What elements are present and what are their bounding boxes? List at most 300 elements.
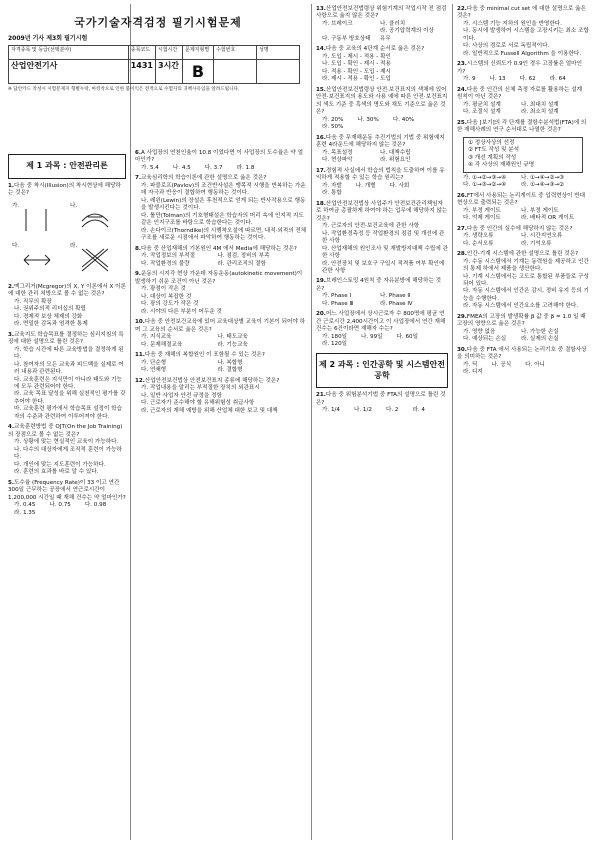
answer-option[interactable]: 라. 50% <box>322 124 344 131</box>
answer-option[interactable]: 라. 120일 <box>322 341 348 348</box>
illusion-drawing <box>20 205 54 235</box>
answer-option[interactable]: 나. 13 <box>489 76 506 83</box>
answer-options <box>316 54 448 84</box>
answer-option[interactable]: 나. 권위주의적 리더십의 확립 <box>14 306 86 313</box>
question-text: 산업안전보건법령상 위험기계의 작업시작 전 점검사항으로 옳지 않은 것은? <box>316 6 447 20</box>
answer-option[interactable]: 다. 3.7 <box>204 164 223 171</box>
answer-option[interactable]: 나. 99일 <box>361 333 383 340</box>
question-number: 25. <box>457 119 467 126</box>
subject-code: 1431 <box>128 59 155 83</box>
question-number: 9. <box>135 271 142 278</box>
answer-option[interactable]: 가. 근로자의 안전·보건교육에 관한 사항 <box>322 223 420 230</box>
answer-options <box>457 21 589 58</box>
answer-option[interactable]: 다. 근로자가 준수해야 할 유해위험성 취급사항 <box>141 400 255 407</box>
answer-option[interactable]: 라. 4 <box>412 407 425 414</box>
answer-option[interactable]: 나. ①→④→②→③ <box>520 174 565 181</box>
answer-option[interactable]: 나. 대상이 복잡한 것 <box>141 293 192 300</box>
question-number: 26. <box>457 192 467 199</box>
question-stem <box>316 46 448 53</box>
question-stem <box>135 352 307 359</box>
answer-option[interactable]: 가. 생략오류 <box>463 233 494 240</box>
column-1 <box>8 150 126 520</box>
question <box>457 251 589 311</box>
answer-option[interactable]: 가. 학습 시간에 따른 교육방법을 결정하게 된다. <box>14 346 124 361</box>
question-number: 7. <box>135 175 142 182</box>
question <box>135 319 307 349</box>
question-number: 10. <box>135 319 145 326</box>
question-text: 산업안전보건법상 사업주가 안전보건관리책임자로 하여금 총괄하게 하여야 하는 업무에 해당하지 않는 것은? <box>316 200 448 222</box>
question-stem <box>316 201 448 223</box>
type-label: 문제지형별 <box>183 45 214 59</box>
answer-option[interactable]: 가. 5.4 <box>141 164 159 171</box>
question-number: 11. <box>135 352 145 359</box>
name-field[interactable] <box>257 59 300 83</box>
answer-option[interactable]: 가. 파블로프(Pavlov)의 조건반사설은 맹목적 시행을 반복하는 가운데 자극과 반응이 결합하여 행동하는 것이다. <box>141 182 306 197</box>
question-stem <box>8 332 126 347</box>
answer-option[interactable]: 라. 관리조직의 결함 <box>217 260 266 267</box>
answer-option[interactable]: 나. 30% <box>357 116 379 123</box>
question-text: 다음 중 무재해운동 추진기법의 기법 중 위험예지훈련 4라운드에 해당하지 않는 것은? <box>316 134 445 149</box>
question-number: 30. <box>457 346 467 353</box>
figure-option-label: 나. <box>70 202 78 209</box>
question-stem <box>457 120 589 135</box>
section-2-title: 제 2 과목 : 인간공학 및 시스템안전공학 <box>316 353 448 388</box>
question-stem <box>457 347 589 362</box>
answer-options <box>316 407 448 414</box>
answer-option[interactable]: 라. 안전장치 및 보호구 구입시 적격품 여부 확인에 관한 사항 <box>322 260 445 274</box>
exam-info-table <box>8 45 300 84</box>
question-text: 다음 중 재해의 복합원인 이 포함될 수 있는 것은? <box>144 352 265 359</box>
answer-options <box>457 259 589 311</box>
question-stem <box>457 6 589 21</box>
answer-option[interactable]: 가. 수동 시스템에서 기계는 동력원을 제공하고 인간의 통제 하에서 제품을 생산한다. <box>463 258 589 273</box>
info-box-line: ① 정상사상의 선정 <box>468 139 515 146</box>
answer-option[interactable]: 라. 배타적 OR 게이트 <box>520 215 575 222</box>
column-divider <box>311 4 312 840</box>
answer-option[interactable]: 다. 현상파악 <box>322 157 353 164</box>
answer-option[interactable]: 가. 9 <box>463 76 476 83</box>
question-stem <box>135 150 307 165</box>
answer-options <box>457 175 589 190</box>
question-stem <box>457 314 589 329</box>
answer-option[interactable]: 다. 억제 게이트 <box>463 215 501 222</box>
answer-option[interactable]: 가. 상황에 맞는 현실적인 교육이 가능하다. <box>14 439 119 446</box>
question-text: 다음 중 인간의 실수에 해당하지 않는 것은? <box>466 225 573 232</box>
question <box>316 135 448 165</box>
question-number: 29. <box>457 313 467 320</box>
answer-option[interactable]: 라. 근로자의 재해 예방을 위해 산업체 대한 보고 및 대책 <box>141 407 278 414</box>
answer-option[interactable]: 가. 광점이 작은 것 <box>141 286 186 293</box>
answer-option[interactable]: 나. 4.5 <box>172 164 191 171</box>
answer-option[interactable]: 다. 2 <box>385 407 399 414</box>
answer-option[interactable]: 라. 1.8 <box>236 164 255 171</box>
question <box>316 87 448 132</box>
question-stem <box>316 135 448 150</box>
question <box>316 278 448 308</box>
question-number: 28. <box>457 251 467 258</box>
answer-options <box>135 360 307 375</box>
answer-option[interactable]: 라. 64 <box>549 76 566 83</box>
question-stem <box>8 480 126 502</box>
question-text: 맥그리거(Mcgregor)의 X, Y 이론에서 X 이론에 대한 관리 처방으로 볼 수 없는 것은? <box>8 283 126 298</box>
answer-options <box>135 165 307 172</box>
question-stem <box>316 6 448 21</box>
question-text: 경험적 사실에서 학습의 법칙을 도출하여 이를 유익하게 적용할 수 있는 학습 원리는? <box>316 167 445 182</box>
answer-option[interactable]: 가. Phase Ⅰ <box>322 293 352 300</box>
question <box>135 352 307 374</box>
question-text: 산업안전보건법령상 안전·보건표지의 색채에 있어 안전·보건표지의 용도와 사용 예에 따른 안전·보건표지의 색도 기준 중 흑색의 명도와 채도 기준으로 옳은 것은? <box>316 86 448 116</box>
answer-option[interactable]: 나. 부정 게이트 <box>520 207 559 214</box>
question-text: 교육지도 학습목표를 결정하는 심리지침의 특징에 대한 설명으로 틀린 것은? <box>8 331 124 346</box>
answer-option[interactable]: 다. 자동 시스템에서 인간은 감시, 정비 유지 등의 기능을 수행한다. <box>463 288 589 302</box>
answer-options <box>457 102 589 117</box>
answer-option[interactable]: 가. 시스템 기능 저하의 원인을 반영한다. <box>463 20 562 27</box>
answer-option[interactable]: 다. 교육훈련은 지식만이 아니라 태도와 기능에 모두 관련되어야 한다. <box>14 376 122 390</box>
answer-options <box>316 117 448 132</box>
question-stem <box>457 226 589 233</box>
exam-year: 2009년 기사 제3회 필기시험 <box>8 34 88 42</box>
question-number: 23. <box>457 61 467 68</box>
question-number: 24. <box>457 86 467 93</box>
answer-options <box>457 76 589 83</box>
answer-option[interactable]: 라. 자동 시스템에서 인간요소를 고려해야 한다. <box>463 303 579 310</box>
figure-option[interactable] <box>12 203 52 237</box>
answer-options <box>316 21 448 43</box>
answer-option[interactable]: 나. 참여자의 모든 교육과 피드백을 실제로 여러 내용과 관련된다. <box>14 361 124 376</box>
answer-option[interactable]: 라. 면밀한 감독과 엄격한 통제 <box>14 321 88 328</box>
answer-option[interactable]: 다. 조절식 설계 <box>463 109 501 116</box>
answer-option[interactable]: 가. 0.45 <box>14 502 36 509</box>
answer-option[interactable]: 라. 교육 목표 달성을 위해 실천적인 평가를 갖추어야 한다. <box>14 391 126 405</box>
answer-option[interactable]: 가. 작업내용을 알리는 부적절한 장치의 외관표시 <box>141 385 260 392</box>
answer-option[interactable]: 라. 최소치 설계 <box>520 109 559 116</box>
question-text: 어느 사업장에서 상시근로자 수 800명에 평균 연간 근로시간 2,400시간이고 이 사업장에서 연간 재해건수는 6건이라면 재해자 수는? <box>316 311 446 333</box>
question-number: 12. <box>135 377 145 384</box>
answer-options <box>8 299 126 329</box>
questions-column-2 <box>135 150 307 415</box>
answer-option[interactable]: 나. 복합형 <box>217 359 243 366</box>
answer-option[interactable]: 라. ①→④→③→② <box>520 182 565 189</box>
question-number: 4. <box>8 424 15 431</box>
answer-option[interactable]: 다. 순서오류 <box>463 240 494 247</box>
answer-option[interactable]: 나. 레윈(Lewin)의 장설은 후천적으로 얻게 되는 반사작용으로 행동을 발생시킨다는 것이다. <box>141 197 306 212</box>
question-number: 5. <box>8 479 15 486</box>
questions-column-4 <box>457 6 589 377</box>
answer-options <box>457 233 589 248</box>
answer-option[interactable]: 다. 작업환경의 불량 <box>141 260 190 267</box>
answer-option[interactable]: 가. 도입 - 제시 - 적용 - 확인 <box>322 53 391 60</box>
answer-options <box>135 385 307 415</box>
answer-option[interactable]: 라. Phase Ⅳ <box>379 300 413 307</box>
answer-option[interactable]: 라. 결합형 <box>217 367 243 374</box>
answer-options <box>457 362 589 377</box>
answer-option[interactable]: 다. ①→③→②→④ <box>463 182 507 189</box>
question <box>135 246 307 268</box>
question <box>8 183 126 281</box>
question-text: FT에서 사용되는 논리게이트 중 입력현상이 반대현상으로 출력되는 것은? <box>457 192 586 207</box>
question <box>457 314 589 344</box>
answer-options <box>135 253 307 268</box>
question-number: 3. <box>8 331 15 338</box>
illusion-drawing <box>20 245 54 275</box>
question-text: 다음 [보기]의 각 단계를 결함수분석법(FTA)에 의한 재해사례의 연구 순서대로 나열한 것은? <box>457 119 587 134</box>
question <box>8 424 126 476</box>
question <box>316 168 448 198</box>
answer-option[interactable]: 가. 단순형 <box>141 359 167 366</box>
question <box>135 150 307 172</box>
answer-option[interactable]: 나. 다수의 대상자에게 조직적 훈련이 가능하다. <box>14 446 122 461</box>
answer-option[interactable]: 다. 개인에 맞는 지도훈련이 가능하다. <box>14 461 106 468</box>
question-text: 시스템의 신뢰도가 0.9인 경우 고장률은 얼마인가? <box>457 61 582 75</box>
question-number: 22. <box>457 6 467 12</box>
answer-options <box>316 223 448 275</box>
illusion-drawing <box>78 245 112 275</box>
answer-option[interactable]: 다. 예상되는 손실 <box>463 336 507 343</box>
question-number: 20. <box>316 311 326 318</box>
answer-options <box>316 293 448 308</box>
answer-option[interactable]: 나. 개별 <box>355 182 376 189</box>
answer-option[interactable]: 가. 평균치 설계 <box>463 101 501 108</box>
question <box>8 480 126 517</box>
question <box>316 392 448 414</box>
answer-option[interactable]: 나. 도입 - 확인 - 제시 - 적용 <box>322 61 391 68</box>
question-stem <box>457 193 589 208</box>
exam-type: B <box>183 59 214 83</box>
answer-option[interactable]: 가. 작업정보의 부적절 <box>141 253 195 260</box>
answer-options <box>135 286 307 316</box>
time-label: 시험시간 <box>156 45 183 59</box>
exam-title: 국가기술자격검정 필기시험문제 <box>74 16 242 29</box>
answer-option[interactable]: 라. 시야의 다른 부분이 어두운 것 <box>141 308 222 315</box>
answer-option[interactable]: 가. 자발 <box>322 182 342 189</box>
answer-option[interactable]: 라. 기억오류 <box>520 240 552 247</box>
question-number: 2. <box>8 283 15 290</box>
answer-options <box>457 208 589 223</box>
column-2 <box>135 150 307 418</box>
answer-option[interactable]: 라. 1.35 <box>14 509 36 516</box>
answer-option[interactable]: 나. 동시에 발생하여 시스템을 고장시키는 최소 조합이다. <box>463 28 589 42</box>
question <box>8 284 126 329</box>
answer-option[interactable]: 라. 실제의 손실 <box>520 336 559 343</box>
question-number: 15. <box>316 86 326 93</box>
figure-option[interactable] <box>70 203 110 237</box>
question-number: 18. <box>316 200 326 207</box>
question <box>457 226 589 248</box>
column-divider <box>130 4 131 840</box>
exam-notice: ※ 답안카드 작성시 시험문제지 형별누락, 마킹착오로 인한 불이익은 전적으로 수험자의 귀책사유임을 알려드립니다. <box>8 87 240 93</box>
question-stem <box>457 87 589 102</box>
column-3 <box>316 6 448 418</box>
question-text: 다음 중 산업재해의 기본원인 4M 에서 Media에 해당하는 것은? <box>141 245 297 252</box>
info-box-line: ③ 개선 계획의 작성 <box>468 154 517 161</box>
answer-option[interactable]: 가. 목표설정 <box>322 149 353 156</box>
answer-option[interactable]: 라. 디지 <box>463 369 483 376</box>
question <box>457 193 589 223</box>
id-label: 수험번호 <box>214 45 257 59</box>
answer-option[interactable]: 다. 경제적 보상 체제의 강화 <box>14 313 83 320</box>
question-stem <box>457 251 589 258</box>
question-number: 6. <box>135 150 142 156</box>
questions-column-1 <box>8 183 126 518</box>
answer-option[interactable]: 나. 최대치 설계 <box>520 101 559 108</box>
figure-option[interactable] <box>12 243 52 277</box>
questions-column-3 <box>316 6 448 349</box>
answer-options <box>316 150 448 165</box>
answer-option[interactable]: 나. 일반 사업자 안전 규정을 정함 <box>141 392 222 399</box>
question-number: 19. <box>316 278 326 285</box>
answer-option[interactable]: 나. 0.75 <box>49 502 71 509</box>
question-number: 16. <box>316 134 326 141</box>
answer-option[interactable]: 다. Phase Ⅲ <box>322 300 354 307</box>
question-text: 교육훈련방법 중 OJT(On the Job Training)의 장점으로 볼 수 없는 것은? <box>8 424 123 438</box>
answer-option[interactable]: 다. 0.98 <box>84 502 107 509</box>
question-stem <box>8 284 126 299</box>
answer-option[interactable]: 라. 일반적으로 Fussell Algorithm 을 이용한다. <box>463 50 582 57</box>
answer-option[interactable]: 나. Phase Ⅱ <box>379 293 411 300</box>
answer-option[interactable]: 나. 태도교육 <box>217 334 248 341</box>
answer-option[interactable]: 라. 통합 <box>322 190 342 197</box>
subject-name: 산업안전기사 <box>9 59 129 83</box>
question-number: 14. <box>316 46 326 53</box>
answer-option[interactable]: 나. 점검, 정비의 부족 <box>217 253 270 260</box>
answer-option[interactable]: 가. 180일 <box>322 333 348 340</box>
code-label: 종목코드 <box>128 45 155 59</box>
answer-option[interactable]: 가. 20% <box>322 116 344 123</box>
questions-column-3b <box>316 392 448 414</box>
answer-option[interactable]: 다. 구동부 방호상태 <box>322 35 371 42</box>
question-stem <box>135 271 307 286</box>
answer-option[interactable]: 라. 공기압력계의 이상유무 <box>379 28 434 42</box>
answer-option[interactable]: 다. 적용 - 확인 - 도입 - 제시 <box>322 68 391 75</box>
column-divider <box>452 4 453 840</box>
answer-option[interactable]: 나. 가능한 손실 <box>520 328 559 335</box>
illusion-figure <box>8 201 126 281</box>
question-text: FMEA의 고장의 발생확률 β 값 중 β = 1.0 일 때 고장의 영향으로 옳은 것은? <box>457 313 586 328</box>
answer-option[interactable]: 다. 톨만(Tolman)의 기호형태설은 학습자의 머리 속에 인지적 지도 같은 인지구조를 바탕으로 학습한다는 것이다. <box>141 212 304 227</box>
question-stem <box>316 278 448 293</box>
answer-option[interactable]: 라. 손다이크(Thorndike)의 시행착오설에 따르면, 내적·외적의 전체구조를 새로운 시점에서 파악하여 행동하는 것이다. <box>141 227 307 242</box>
figure-option-label: 가. <box>12 202 20 209</box>
answer-option[interactable]: 나. 시간지연오류 <box>520 233 563 240</box>
question <box>457 61 589 83</box>
question-text: 인간-기계 시스템에 관한 설명으로 틀린 것은? <box>466 251 579 258</box>
answer-option[interactable]: 다. 아니 <box>525 361 545 368</box>
answer-options <box>8 439 126 476</box>
figure-option[interactable] <box>70 243 110 277</box>
answer-option[interactable]: 다. 사회 <box>389 182 410 189</box>
exam-time: 3시간 <box>156 59 183 83</box>
section-1-title: 제 1 과목 : 안전관리론 <box>8 154 126 179</box>
answer-option[interactable]: 라. 기능교육 <box>217 341 248 348</box>
answer-option[interactable]: 나. 대책수립 <box>379 149 411 156</box>
question-stem <box>135 175 307 182</box>
question-stem <box>135 319 307 334</box>
answer-option[interactable]: 다. 문제해결교육 <box>141 341 183 348</box>
answer-option[interactable]: 나. 1/2 <box>353 407 372 414</box>
answer-options <box>457 329 589 344</box>
figure-option-label: 라. <box>70 242 78 249</box>
answer-option[interactable]: 마. 교육훈련 평가에서 학습목표 설정이 학습자의 수준과 관련하여 이루어져야 한다. <box>14 406 122 420</box>
column-4 <box>457 6 589 380</box>
answer-option[interactable]: 라. 제시 - 적용 - 확인 - 도입 <box>322 76 391 83</box>
exam-header <box>8 8 308 93</box>
question <box>135 175 307 242</box>
question <box>457 87 589 117</box>
question-stem <box>457 61 589 76</box>
answer-option[interactable]: 나. 공식 <box>491 361 512 368</box>
answer-option[interactable]: 다. 산업재해의 원인조사 및 재발방지대책 수립에 관한 사항 <box>322 245 448 260</box>
answer-option[interactable]: 가. ①→②→③→④ <box>463 174 507 181</box>
answer-option[interactable]: 라. 훈련의 효과를 바로 알 수 있다. <box>14 469 99 476</box>
answer-option[interactable]: 가. 직무의 확장 <box>14 298 52 305</box>
info-box-line: ② FT도 작성 및 분석 <box>468 147 520 154</box>
question-number: 17. <box>316 167 326 174</box>
question-text: 다음 중 교육의 4단계 순서로 옳은 것은? <box>325 46 425 53</box>
illusion-drawing <box>78 205 112 235</box>
question-text: 다음 중 인간의 신체 측정 자료를 활용하는 설계 원칙이 아닌 것은? <box>457 86 583 101</box>
question <box>316 46 448 83</box>
answer-options <box>135 334 307 349</box>
figure-option-label: 다. <box>12 242 20 249</box>
question-text: 다음 중 안전보건교육에 있어 교육대상별 교육이 기본이 되어야 하며 그 교육의 순서로 옳은 것은? <box>135 319 306 333</box>
answer-option[interactable]: 나. 작업환경측정 등 작업환경의 점검 및 개선에 관한 사항 <box>322 230 445 245</box>
answer-option[interactable]: 다. 60일 <box>396 333 419 340</box>
question-text: 산업안전보건법상 안전보건표지 종류에 해당하는 것은? <box>144 377 280 384</box>
answer-option[interactable]: 라. 위험요인 <box>379 157 411 164</box>
answer-option[interactable]: 가. 부정 게이트 <box>463 207 501 214</box>
question-text: 다음 중 착시(Illusion)의 착시현상에 해당하는 것은? <box>8 182 121 197</box>
answer-option[interactable]: 다. 광의 강도가 작은 것 <box>141 301 199 308</box>
name-label: 성명 <box>257 45 300 59</box>
question-text: 다음 중 FTA 에서 사용되는 논리기호 중 결함사상을 의미하는 것은? <box>457 346 587 361</box>
question-stem <box>135 378 307 385</box>
question-text: 다음 중 위험분석기법 중 FTA의 설명으로 틀린 것은? <box>316 392 446 406</box>
question-stem <box>316 392 448 407</box>
answer-option[interactable]: 가. 1/4 <box>322 407 340 414</box>
question-number: 1. <box>8 182 15 189</box>
question <box>457 347 589 377</box>
answer-option[interactable]: 다. 40% <box>392 116 415 123</box>
question-number: 27. <box>457 225 467 232</box>
question <box>316 6 448 43</box>
question-text: 운동의 시지각 현상 가운데 자동운동(autokinetic movement)이 발생하기 쉬운 조건이 아닌 것은? <box>135 271 303 285</box>
question-number: 13. <box>316 6 326 12</box>
answer-option[interactable]: 다. 연쇄형 <box>141 367 167 374</box>
question-number: 8. <box>135 245 142 252</box>
answer-options <box>135 183 307 243</box>
answer-options <box>8 347 126 422</box>
answer-option[interactable]: 다. 사상의 경로로 서로 독립적이다. <box>463 43 550 50</box>
question <box>316 311 448 348</box>
question-text: 브레인스토밍 4원칙 중 자유분방에 해당하는 것은? <box>316 278 442 292</box>
question <box>457 6 589 58</box>
answer-option[interactable]: 다. 62 <box>519 76 536 83</box>
answer-option[interactable]: 나. 기계 시스템에서는 고도로 통합된 부품들로 구성되어 있다. <box>463 273 589 287</box>
id-field[interactable] <box>214 59 257 83</box>
question-stem <box>316 311 448 333</box>
question-info-box <box>463 137 583 173</box>
answer-option[interactable]: 가. 영향 없음 <box>463 328 496 335</box>
question <box>135 378 307 415</box>
category-label: 자격종목 및 등급(선택분야) <box>9 45 129 59</box>
question-stem <box>8 183 126 198</box>
question <box>8 332 126 422</box>
answer-option[interactable]: 나. 클러치 <box>379 20 406 27</box>
answer-option[interactable]: 가. 브레이크 <box>322 20 353 27</box>
answer-option[interactable]: 가. 지식교육 <box>141 334 172 341</box>
answer-option[interactable]: 가. 딕 <box>463 361 478 368</box>
question-stem <box>8 424 126 439</box>
